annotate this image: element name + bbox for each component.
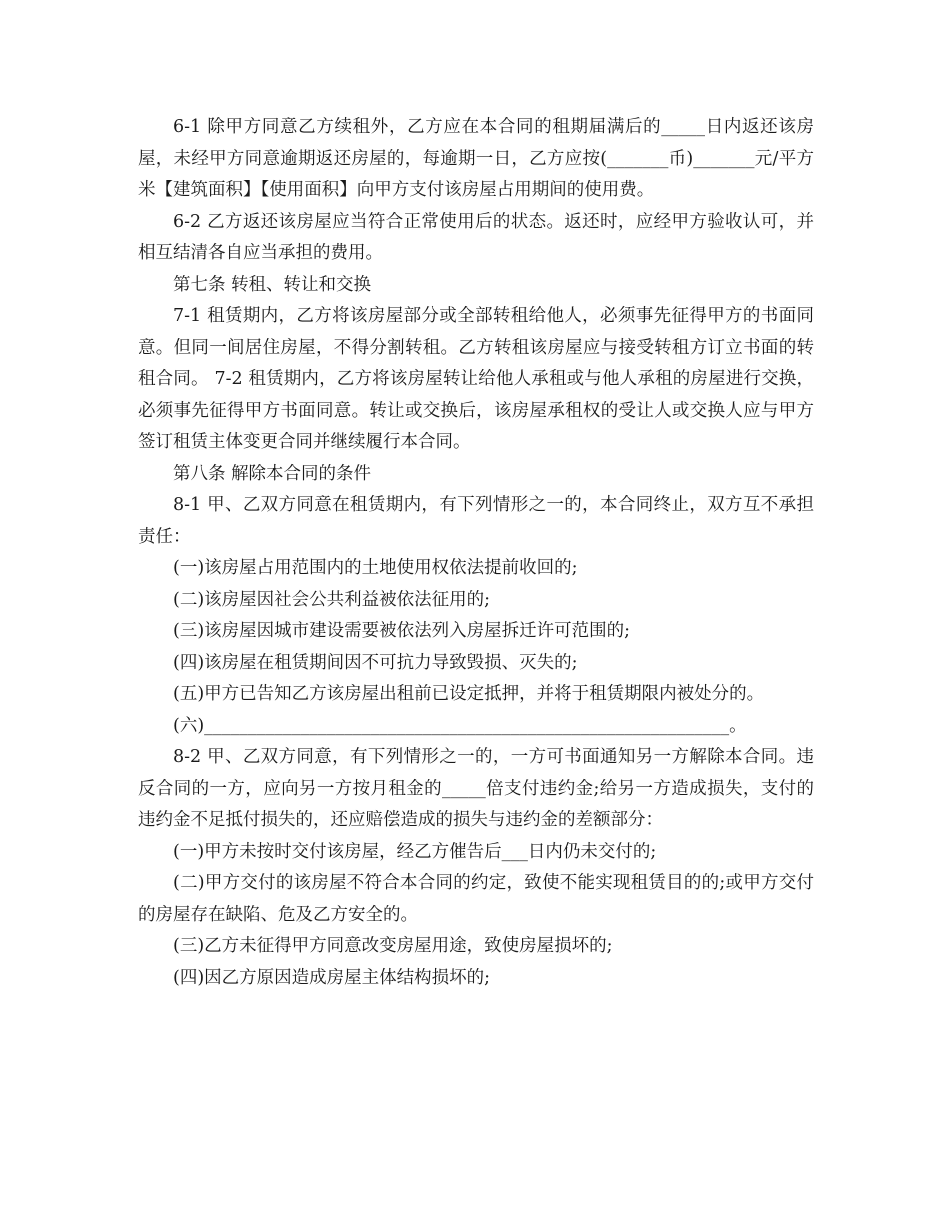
clause-8-2-item-3: (三)乙方未征得甲方同意改变房屋用途，致使房屋损坏的; [173,936,613,956]
clause-8-1-item-4: (四)该房屋在租赁期间因不可抗力导致毁损、灭失的; [173,652,578,673]
clause-8-2: 8-2 甲、乙双方同意，有下列情形之一的，一方可书面通知另一方解除本合同。违反合同的一方，应向另一方按月租金的_____倍支付违约金;给另一方造成损失，支付的违约金不足抵付损失的，还应赔偿造成的损失与违约金的差额部分： [138,747,814,830]
clause-8-2-item-2: (二)甲方交付的该房屋不符合本合同的约定，致使不能实现租赁目的的;或甲方交付的房屋存在缺陷、危及乙方安全的。 [138,873,814,925]
clause-8-1-item-2: (二)该房屋因社会公共利益被依法征用的; [173,589,491,610]
clause-8-1-item-1: (一)该房屋占用范围内的土地使用权依法提前收回的; [173,558,578,578]
clause-8-2-item-1: (一)甲方未按时交付该房屋，经乙方催告后___日内仍未交付的; [173,841,657,862]
clause-6-2: 6-2 乙方返还该房屋应当符合正常使用后的状态。返还时，应经甲方验收认可，并相互结清各自应当承担的费用。 [138,211,814,263]
clause-7-1-7-2: 7-1 租赁期内，乙方将该房屋部分或全部转租给他人，必须事先征得甲方的书面同意。但同一间居住房屋，不得分割转租。乙方转租该房屋应与接受转租方订立书面的转租合同。 7-2 租赁期内，乙方将该房屋转让给他人承租或与他人承租的房屋进行交换，必须事先征得甲方书面同意。转让或交换后，该房屋承租权的受让人或交换人应与甲方签订租赁主体变更合同并继续履行本合同。 [138,306,814,452]
article-8-heading: 第八条 解除本合同的条件 [173,463,372,484]
clause-8-2-item-4: (四)因乙方原因造成房屋主体结构损坏的; [173,967,491,988]
clause-6-1: 6-1 除甲方同意乙方续租外，乙方应在本合同的租期届满后的_____日内返还该房屋，未经甲方同意逾期返还房屋的，每逾期一日，乙方应按(_______币)_______元/平方米【建筑面积】【使用面积】向甲方支付该房屋占用期间的使用费。 [138,117,814,200]
clause-8-1-item-6: (六)____________________________________________________________。 [173,715,747,736]
clause-8-1-item-5: (五)甲方已告知乙方该房屋出租前已设定抵押，并将于租赁期限内被处分的。 [173,684,765,704]
clause-8-1-item-3: (三)该房屋因城市建设需要被依法列入房屋拆迁许可范围的; [173,621,631,641]
clause-8-1: 8-1 甲、乙双方同意在租赁期内，有下列情形之一的，本合同终止，双方互不承担责任： [138,495,814,547]
document-body [138,112,814,994]
article-7-heading: 第七条 转租、转让和交换 [173,274,372,295]
